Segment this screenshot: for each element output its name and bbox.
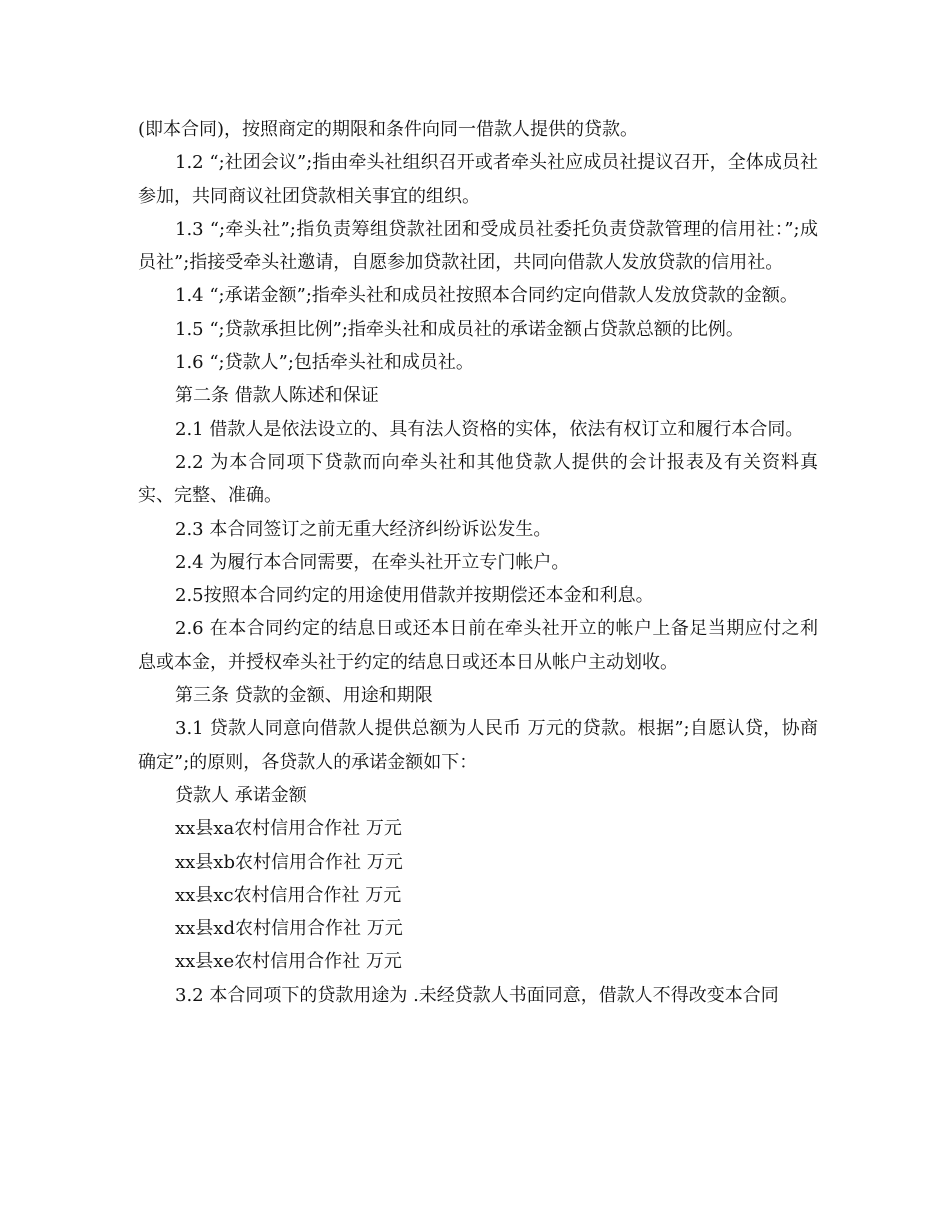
paragraph-1-6: 1.6 “;贷款人”;包括牵头社和成员社。 [175,352,474,374]
paragraph-2-1: 2.1 借款人是依法设立的、具有法人资格的实体，依法有权订立和履行本合同。 [175,418,804,440]
paragraph-2-3: 2.3 本合同签订之前无重大经济纠纷诉讼发生。 [175,518,552,540]
document-body [138,113,818,1012]
paragraph-2-5: 2.5按照本合同约定的用途使用借款并按期偿还本金和利息。 [175,585,654,607]
paragraph-1-4: 1.4 “;承诺金额”;指牵头社和成员社按照本合同约定向借款人发放贷款的金额。 [175,285,798,307]
paragraph-2-6: 2.6 在本合同约定的结息日或还本日前在牵头社开立的帐户上备足当期应付之利息或本金，并授权牵头社于约定的结息日或还本日从帐户主动划收。 [138,618,818,673]
paragraph-2-2: 2.2 为本合同项下贷款而向牵头社和其他贷款人提供的会计报表及有关资料真实、完整、准确。 [138,451,818,507]
lender-item: xx县xb农村信用合作社 万元 [175,851,403,873]
paragraph-3-2: 3.2 本合同项下的贷款用途为 .未经贷款人书面同意，借款人不得改变本合同 [175,984,779,1006]
lender-item: xx县xc农村信用合作社 万元 [175,884,402,906]
paragraph-3-1: 3.1 贷款人同意向借款人提供总额为人民币 万元的贷款。根据”;自愿认贷，协商确定”;的原则，各贷款人的承诺金额如下： [138,718,818,773]
lender-item: xx县xd农村信用合作社 万元 [175,918,403,940]
lender-item: xx县xe农村信用合作社 万元 [175,951,402,973]
paragraph-intro: (即本合同)，按照商定的期限和条件向同一借款人提供的贷款。 [138,119,639,140]
lender-table-header: 贷款人 承诺金额 [175,784,307,806]
section-heading-2: 第二条 借款人陈述和保证 [175,385,379,407]
paragraph-2-4: 2.4 为履行本合同需要，在牵头社开立专门帐户。 [175,551,570,573]
lender-list [138,812,818,978]
paragraph-1-5: 1.5 “;贷款承担比例”;指牵头社和成员社的承诺金额占贷款总额的比例。 [175,318,744,340]
section-heading-3: 第三条 贷款的金额、用途和期限 [175,685,433,707]
paragraph-1-3: 1.3 “;牵头社”;指负责筹组贷款社团和受成员社委托负责贷款管理的信用社：”;成员社”;指接受牵头社邀请，自愿参加贷款社团，共同向借款人发放贷款的信用社。 [138,218,818,274]
paragraph-1-2: 1.2 “;社团会议”;指由牵头社组织召开或者牵头社应成员社提议召开，全体成员社参加，共同商议社团贷款相关事宜的组织。 [138,152,818,207]
lender-item: xx县xa农村信用合作社 万元 [175,818,402,840]
